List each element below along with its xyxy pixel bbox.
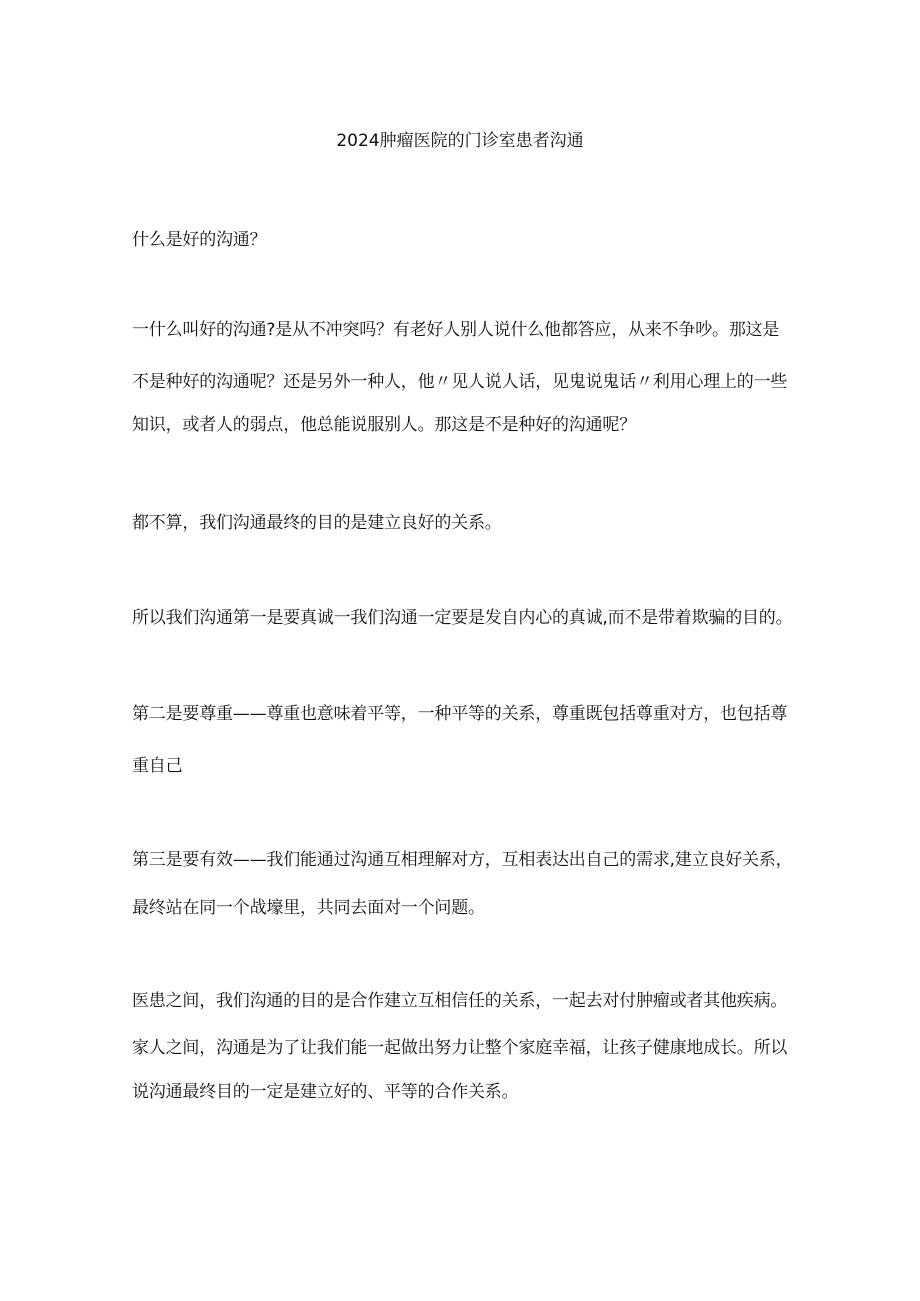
para1-line2: 不是种好的沟通呢？还是另外一种人，他〃见人说人话，见鬼说鬼话〃利用心理上的一些 (132, 372, 788, 392)
para6-line1: 医患之间，我们沟通的目的是合作建立互相信任的关系，一起去对付肿瘤或者其他疾病。 (132, 991, 788, 1011)
document-title: 2024肿瘤医院的门诊室患者沟通 (336, 131, 584, 151)
para5-line1: 第三是要有效——我们能通过沟通互相理解对方，互相表达出自己的需求,建立良好关系， (132, 850, 793, 870)
para2-line1: 都不算，我们沟通最终的目的是建立良好的关系。 (132, 513, 502, 533)
para4-line2: 重自己 (132, 756, 183, 776)
para6-line2: 家人之间，沟通是为了让我们能一起做出努力让整个家庭幸福，让孩子健康地成长。所以 (132, 1038, 788, 1058)
para4-line1: 第二是要尊重——尊重也意味着平等，一种平等的关系，尊重既包括尊重对方，也包括尊 (132, 704, 788, 724)
para5-line2: 最终站在同一个战壕里，共同去面对一个问题。 (132, 898, 485, 918)
section-heading: 什么是好的沟通？ (132, 230, 267, 250)
para1-line3: 知识，或者人的弱点，他总能说服别人。那这是不是种好的沟通呢？ (132, 415, 636, 435)
para1-line1: 一什么叫好的沟通?是从不冲突吗？有老好人别人说什么他都答应，从来不争吵。那这是 (132, 320, 780, 340)
para6-line3: 说沟通最终目的一定是建立好的、平等的合作关系。 (132, 1082, 519, 1102)
para3-line1: 所以我们沟通第一是要真诚一我们沟通一定要是发自内心的真诚,而不是带着欺骗的目的。 (132, 608, 793, 628)
